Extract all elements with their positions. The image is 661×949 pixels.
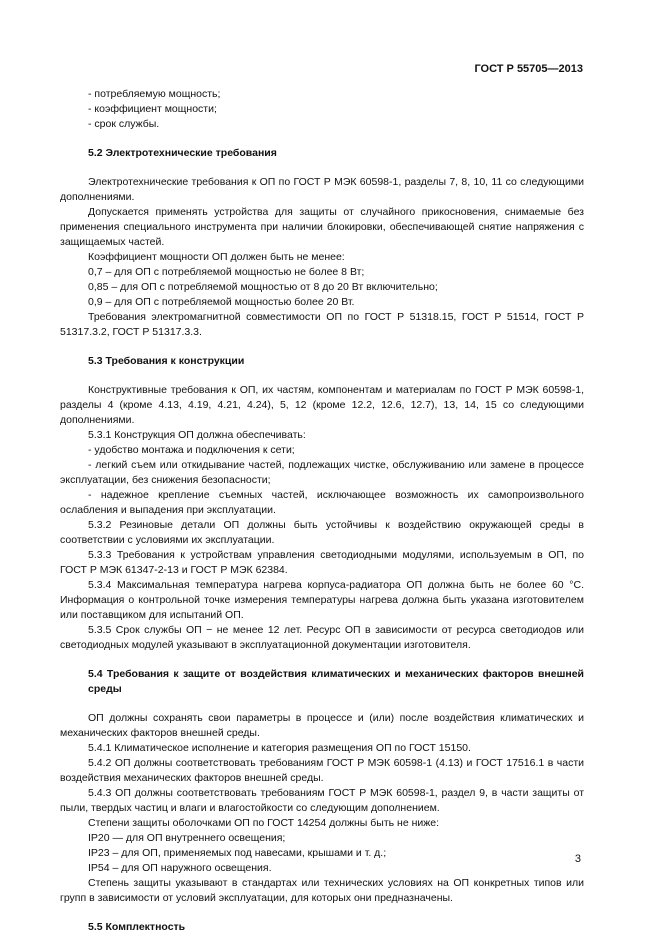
paragraph: Степени защиты оболочками ОП по ГОСТ 14254 должны быть не ниже: — [88, 817, 440, 829]
paragraph: ОП должны сохранять свои параметры в процессе и (или) после воздействия климатических и механических факторов внешней среды. — [60, 712, 584, 739]
paragraph: 5.3.2 Резиновые детали ОП должны быть устойчивы к воздействию окружающей среды в соответствии с условиями их эксплуатации. — [60, 519, 584, 546]
section-heading-5-3: 5.3 Требования к конструкции — [88, 355, 245, 367]
list-item: IP54 – для ОП наружного освещения. — [88, 862, 272, 874]
list-item: - срок службы. — [88, 118, 160, 130]
paragraph: 5.4.3 ОП должны соответствовать требованиям ГОСТ Р МЭК 60598-1, раздел 9, в части защиты от пыли, твердых частиц и влаги и влагостойкости со следующим дополнением. — [60, 787, 584, 814]
paragraph: Электротехнические требования к ОП по ГОСТ Р МЭК 60598-1, разделы 7, 8, 10, 11 со следующими дополнениями. — [60, 176, 584, 203]
section-heading-5-2: 5.2 Электротехнические требования — [88, 147, 277, 159]
paragraph: 5.3.1 Конструкция ОП должна обеспечивать: — [88, 429, 306, 441]
paragraph: Требования электромагнитной совместимости ОП по ГОСТ Р 51318.15, ГОСТ Р 51514, ГОСТ Р 51317.3.2, ГОСТ Р 51317.3.3. — [60, 311, 584, 338]
list-item: IP20 — для ОП внутреннего освещения; — [88, 832, 286, 844]
list-item: - надежное крепление съемных частей, исключающее возможность их самопроизвольного ослабления и выпадения при эксплуатации. — [60, 489, 584, 516]
paragraph: 5.4.2 ОП должны соответствовать требованиям ГОСТ Р МЭК 60598-1 (4.13) и ГОСТ 17516.1 в части воздействия механических факторов внешней среды. — [60, 757, 584, 784]
list-item: 0,7 – для ОП с потребляемой мощностью не более 8 Вт; — [88, 266, 365, 278]
list-item: - коэффициент мощности; — [88, 103, 217, 115]
paragraph: 5.3.5 Срок службы ОП − не менее 12 лет. Ресурс ОП в зависимости от ресурса светодиодов или светодиодных модулей указывают в эксплуатационной документации изготовителя. — [60, 624, 584, 651]
section-heading-5-4: 5.4 Требования к защите от воздействия климатических и механических факторов внешней среды — [88, 668, 584, 695]
page-number: 3 — [574, 853, 581, 865]
paragraph: 5.3.3 Требования к устройствам управления светодиодными модулями, используемым в ОП, по ГОСТ Р МЭК 61347-2-13 и ГОСТ Р МЭК 62384. — [60, 549, 584, 576]
list-item: IP23 – для ОП, применяемых под навесами, крышами и т. д.; — [88, 847, 387, 859]
list-item: 0,9 – для ОП с потребляемой мощностью более 20 Вт. — [88, 296, 355, 308]
paragraph: Конструктивные требования к ОП, их частям, компонентам и материалам по ГОСТ Р МЭК 60598-1, разделы 4 (кроме 4.13, 4.19, 4.21, 4.24), 5, 12 (кроме 12.2, 12.6, 12.7), 13, 14, 15 со следующими дополнениями. — [60, 384, 584, 426]
document-header: ГОСТ Р 55705—2013 — [474, 63, 583, 75]
list-item: - удобство монтажа и подключения к сети; — [88, 444, 295, 456]
paragraph: Допускается применять устройства для защиты от случайного прикосновения, снимаемые без применения специального инструмента при наличии блокировки, обеспечивающей снятие напряжения с защищаемых частей. — [60, 206, 584, 248]
paragraph: Степень защиты указывают в стандартах или технических условиях на ОП конкретных типов или групп в зависимости от условий эксплуатации, для которых они предназначены. — [60, 877, 584, 904]
paragraph: 5.4.1 Климатическое исполнение и категория размещения ОП по ГОСТ 15150. — [88, 742, 471, 754]
list-item: 0,85 – для ОП с потребляемой мощностью от 8 до 20 Вт включительно; — [88, 281, 438, 293]
section-heading-5-5: 5.5 Комплектность — [88, 921, 186, 933]
document-body — [60, 87, 584, 949]
paragraph: Коэффициент мощности ОП должен быть не менее: — [88, 251, 345, 263]
paragraph: 5.3.4 Максимальная температура нагрева корпуса-радиатора ОП должна быть не более 60 °С. Информация о контрольной точке измерения температуры нагрева должна быть указана изготовителем или поставщиком для испытаний ОП. — [60, 579, 584, 621]
list-item: - легкий съем или откидывание частей, подлежащих чистке, обслуживанию или замене в процессе эксплуатации, без снижения безопасности; — [60, 459, 584, 486]
list-item: - потребляемую мощность; — [88, 88, 221, 100]
